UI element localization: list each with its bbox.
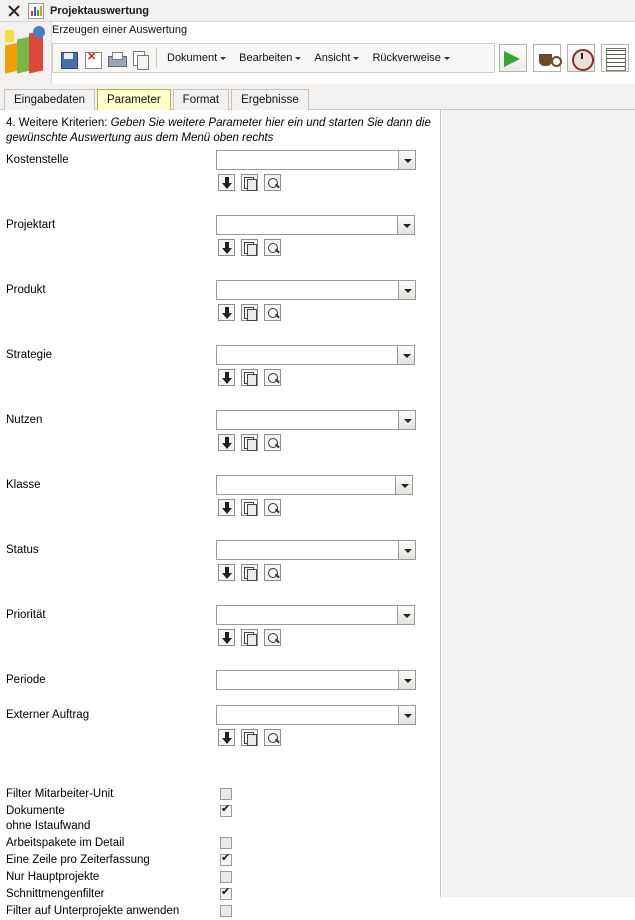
- form-intro: [0, 110, 440, 148]
- combo-periode[interactable]: [216, 670, 416, 690]
- label-strategie: Strategie: [6, 349, 53, 361]
- label-nutzen: Nutzen: [6, 414, 43, 426]
- titlebar: [0, 0, 635, 22]
- menu-rueckverweise-label: Rückverweise: [372, 52, 441, 64]
- tab-bar: [0, 84, 635, 110]
- down-arrow-icon[interactable]: [218, 499, 235, 516]
- checkbox-label-nur-hauptprojekte: Nur Hauptprojekte: [6, 871, 100, 883]
- checkbox-row-nur-hauptprojekte: [0, 869, 441, 886]
- label-status: Status: [6, 544, 39, 556]
- chevron-down-icon[interactable]: [398, 706, 415, 724]
- field-buttons-prioritaet: [218, 629, 281, 646]
- field-row-strategie: [0, 343, 440, 408]
- magnifier-icon[interactable]: [264, 729, 281, 746]
- copy-icon[interactable]: [241, 239, 258, 256]
- down-arrow-icon[interactable]: [218, 304, 235, 321]
- checkbox-label-ohne-istaufwand: ohne Istaufwand: [6, 820, 91, 832]
- combo-externer-auftrag-value: [217, 706, 398, 724]
- checkbox-nur-hauptprojekte[interactable]: [220, 871, 232, 883]
- chevron-down-icon[interactable]: [398, 151, 415, 169]
- right-pane: [442, 110, 635, 897]
- copy-icon[interactable]: [241, 729, 258, 746]
- combo-nutzen[interactable]: [216, 410, 416, 430]
- combo-produkt[interactable]: [216, 280, 416, 300]
- window-title: Projektauswertung: [50, 4, 150, 17]
- document-subtitle: Erzeugen einer Auswertung: [52, 24, 188, 36]
- field-row-externer-auftrag: [0, 703, 440, 768]
- magnifier-icon[interactable]: [264, 174, 281, 191]
- field-row-status: [0, 538, 440, 603]
- chevron-down-icon: [353, 57, 359, 60]
- menu-bearbeiten[interactable]: [235, 50, 307, 66]
- copy-icon[interactable]: [241, 564, 258, 581]
- chevron-down-icon[interactable]: [397, 346, 414, 364]
- field-row-nutzen: [0, 408, 440, 473]
- magnifier-icon[interactable]: [264, 564, 281, 581]
- app-logo-icon: [0, 22, 52, 84]
- combo-kostenstelle-value: [217, 151, 398, 169]
- combo-externer-auftrag[interactable]: [216, 705, 416, 725]
- combo-projektart-value: [217, 216, 397, 234]
- checkbox-dokumente-ohne-istaufwand[interactable]: [220, 805, 232, 817]
- field-buttons-klasse: [218, 499, 281, 516]
- menu-dokument[interactable]: [163, 50, 232, 66]
- magnifier-icon[interactable]: [264, 369, 281, 386]
- checkbox-label-arbeitspakete-im-detail: Arbeitspakete im Detail: [6, 837, 125, 849]
- chevron-down-icon: [295, 57, 301, 60]
- label-projektart: Projektart: [6, 219, 56, 231]
- checkbox-row-arbeitspakete-im-detail: [0, 835, 441, 852]
- field-buttons-produkt: [218, 304, 281, 321]
- copy-icon[interactable]: [241, 304, 258, 321]
- menu-rueckverweise[interactable]: [368, 50, 455, 66]
- close-icon[interactable]: [6, 3, 22, 19]
- copy-icon[interactable]: [241, 434, 258, 451]
- menu-ansicht-label: Ansicht: [314, 52, 351, 64]
- field-row-prioritaet: [0, 603, 440, 668]
- field-buttons-projektart: [218, 239, 281, 256]
- checkbox-schnittmengenfilter[interactable]: [220, 888, 232, 900]
- copy-icon[interactable]: [241, 499, 258, 516]
- combo-prioritaet-value: [217, 606, 397, 624]
- chevron-down-icon[interactable]: [398, 281, 415, 299]
- field-buttons-nutzen: [218, 434, 281, 451]
- checkbox-eine-zeile-pro-zeiterfassung[interactable]: [220, 854, 232, 866]
- down-arrow-icon[interactable]: [218, 239, 235, 256]
- checkbox-row-schnittmengenfilter: [0, 886, 441, 903]
- checkbox-row-filter-mitarbeiter-unit: [0, 786, 441, 803]
- field-row-klasse: [0, 473, 440, 538]
- form-intro-prefix: 4. Weitere Kriterien:: [6, 117, 111, 129]
- toolbar: [52, 40, 635, 76]
- window-body: [0, 22, 635, 917]
- down-arrow-icon[interactable]: [218, 729, 235, 746]
- checkbox-label-filter-auf-unterprojekte-anwenden: Filter auf Unterprojekte anwenden: [6, 905, 180, 917]
- field-buttons-externer-auftrag: [218, 729, 281, 746]
- magnifier-icon[interactable]: [264, 239, 281, 256]
- magnifier-icon[interactable]: [264, 629, 281, 646]
- field-row-produkt: [0, 278, 440, 343]
- magnifier-icon[interactable]: [264, 499, 281, 516]
- coffee-button[interactable]: [533, 44, 561, 72]
- checkbox-label-dokumente: Dokumente: [6, 805, 65, 817]
- label-klasse: Klasse: [6, 479, 41, 491]
- checkbox-label-schnittmengenfilter: Schnittmengenfilter: [6, 888, 105, 900]
- menu-dokument-label: Dokument: [167, 52, 218, 64]
- menu-ansicht[interactable]: [310, 50, 365, 66]
- field-row-projektart: [0, 213, 440, 278]
- copy-icon[interactable]: [241, 174, 258, 191]
- label-externer-auftrag: Externer Auftrag: [6, 709, 90, 721]
- report-button[interactable]: [601, 44, 629, 72]
- form-intro-text: Geben Sie weitere Parameter hier ein und starten Sie dann die gewünschte Auswertung aus dem Menü oben rechts: [6, 117, 431, 144]
- combo-status[interactable]: [216, 540, 416, 560]
- label-kostenstelle: Kostenstelle: [6, 154, 69, 166]
- chevron-down-icon[interactable]: [398, 541, 415, 559]
- menu-bearbeiten-label: Bearbeiten: [239, 52, 293, 64]
- down-arrow-icon[interactable]: [218, 369, 235, 386]
- field-row-periode: [0, 668, 440, 703]
- checkbox-row-eine-zeile-pro-zeiterfassung: [0, 852, 441, 869]
- toolbar-actions: [499, 44, 635, 72]
- delete-icon[interactable]: [81, 48, 102, 69]
- combo-status-value: [217, 541, 398, 559]
- checkbox-arbeitspakete-im-detail[interactable]: [220, 837, 232, 849]
- chevron-down-icon: [220, 57, 226, 60]
- combo-strategie[interactable]: [216, 345, 415, 365]
- save-icon[interactable]: [57, 48, 78, 69]
- copy-icon[interactable]: [241, 369, 258, 386]
- chevron-down-icon[interactable]: [398, 411, 415, 429]
- field-buttons-kostenstelle: [218, 174, 281, 191]
- down-arrow-icon[interactable]: [218, 434, 235, 451]
- label-periode: Periode: [6, 674, 46, 686]
- chevron-down-icon[interactable]: [395, 476, 412, 494]
- combo-projektart[interactable]: [216, 215, 415, 235]
- tab-eingabedaten[interactable]: Eingabedaten: [4, 89, 95, 110]
- tab-ergebnisse[interactable]: Ergebnisse: [231, 89, 309, 110]
- down-arrow-icon[interactable]: [218, 564, 235, 581]
- parameter-form: [0, 110, 441, 917]
- combo-prioritaet[interactable]: [216, 605, 415, 625]
- chevron-down-icon[interactable]: [397, 606, 414, 624]
- chart-icon: [28, 3, 44, 19]
- checkbox-label-filter-mitarbeiter-unit: Filter Mitarbeiter-Unit: [6, 788, 114, 800]
- combo-produkt-value: [217, 281, 398, 299]
- combo-nutzen-value: [217, 411, 398, 429]
- combo-klasse[interactable]: [216, 475, 413, 495]
- chevron-down-icon: [444, 57, 450, 60]
- copy-icon[interactable]: [241, 629, 258, 646]
- checkbox-group: [0, 786, 441, 920]
- label-prioritaet: Priorität: [6, 609, 46, 621]
- tab-format[interactable]: Format: [173, 89, 229, 110]
- checkbox-filter-auf-unterprojekte-anwenden[interactable]: [220, 905, 232, 917]
- down-arrow-icon[interactable]: [218, 629, 235, 646]
- chevron-down-icon[interactable]: [398, 671, 415, 689]
- combo-kostenstelle[interactable]: [216, 150, 416, 170]
- checkbox-row-dokumente-ohne-istaufwand: [0, 803, 441, 835]
- copy-icon[interactable]: [129, 48, 150, 69]
- tab-parameter[interactable]: Parameter: [97, 89, 171, 110]
- toolbar-divider: [156, 48, 157, 68]
- clock-button[interactable]: [567, 44, 595, 72]
- label-produkt: Produkt: [6, 284, 46, 296]
- down-arrow-icon[interactable]: [218, 174, 235, 191]
- checkbox-label-eine-zeile-pro-zeiterfassung: Eine Zeile pro Zeiterfassung: [6, 854, 150, 866]
- print-icon[interactable]: [105, 48, 126, 69]
- chevron-down-icon[interactable]: [397, 216, 414, 234]
- field-buttons-strategie: [218, 369, 281, 386]
- run-arrow-button[interactable]: [499, 44, 527, 72]
- magnifier-icon[interactable]: [264, 304, 281, 321]
- field-row-kostenstelle: [0, 148, 440, 213]
- combo-strategie-value: [217, 346, 397, 364]
- field-buttons-status: [218, 564, 281, 581]
- combo-klasse-value: [217, 476, 395, 494]
- checkbox-filter-mitarbeiter-unit[interactable]: [220, 788, 232, 800]
- combo-periode-value: [217, 671, 398, 689]
- toolbar-group: [52, 43, 495, 73]
- magnifier-icon[interactable]: [264, 434, 281, 451]
- checkbox-row-filter-auf-unterprojekte-anwenden: [0, 903, 441, 920]
